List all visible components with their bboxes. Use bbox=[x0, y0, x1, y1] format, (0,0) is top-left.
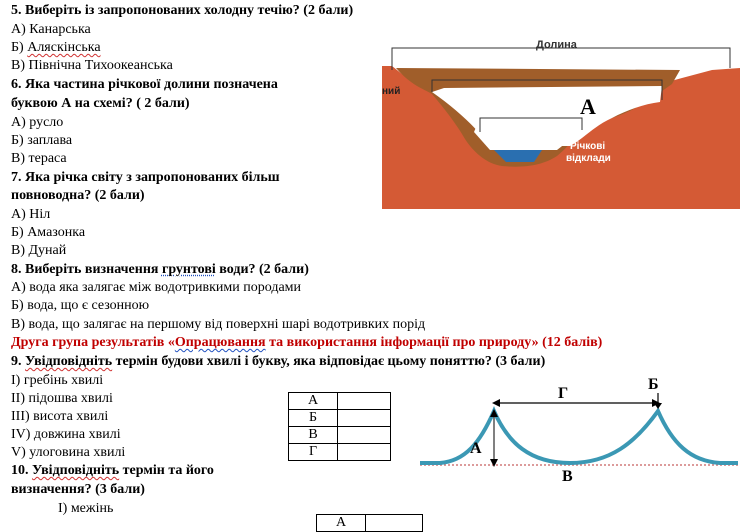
q9-answer-cell[interactable] bbox=[338, 410, 391, 427]
sediment-label-1: Річкові bbox=[570, 141, 606, 152]
section2-prefix: Друга група результатів « bbox=[11, 335, 175, 350]
q10-num: 10. bbox=[11, 463, 32, 478]
wave-letter-a: А bbox=[470, 440, 482, 457]
q5-question: 5. Виберіть із запропонованих холодну течію? (2 бали) bbox=[11, 3, 354, 18]
q9-answer-cell[interactable] bbox=[338, 427, 391, 444]
q10-question-line1 bbox=[11, 462, 214, 479]
q8-question-prefix: 8. Виберіть визначення bbox=[11, 262, 162, 277]
q5-option-b-letter: Б) bbox=[11, 40, 28, 55]
sediment-label-2: відклади bbox=[566, 153, 611, 164]
table-row bbox=[289, 410, 391, 427]
crest-arrow-icon bbox=[654, 403, 662, 409]
q7-option-b: Б) Амазонка bbox=[11, 225, 86, 240]
q9-term-2: II) підошва хвилі bbox=[11, 391, 113, 406]
q5-option-b-text: Аляскінська bbox=[27, 40, 101, 55]
valley-partial-label: ний bbox=[382, 86, 401, 97]
q7-question-line1: 7. Яка річка світу з запропонованих більш bbox=[11, 170, 280, 185]
q7-question-line2: повноводна? (2 бали) bbox=[11, 188, 145, 203]
q10-rest: термін та його bbox=[119, 463, 214, 478]
q5-option-a: А) Канарська bbox=[11, 22, 91, 37]
q10-letter-a: А bbox=[317, 515, 366, 532]
q8-question-suffix: води? (2 бали) bbox=[215, 262, 309, 277]
q9-answer-cell[interactable] bbox=[338, 393, 391, 410]
q9-answer-table bbox=[288, 392, 391, 461]
q9-underlined: Увідповідніть bbox=[25, 354, 113, 369]
valley-label: Долина bbox=[536, 39, 577, 51]
q10-answer-table bbox=[316, 514, 423, 532]
wave-curve bbox=[420, 411, 738, 463]
section2-heading bbox=[11, 334, 602, 351]
q8-option-a: А) вода яка залягає між водотривкими породами bbox=[11, 280, 302, 295]
q7-option-c: В) Дунай bbox=[11, 243, 67, 258]
q6-option-b: Б) заплава bbox=[11, 133, 73, 148]
q10-term-1: I) межінь bbox=[58, 501, 114, 516]
arrow-down-icon bbox=[490, 459, 498, 467]
q8-option-b: Б) вода, що є сезонною bbox=[11, 298, 150, 313]
q5-option-c: В) Північна Тихоокеанська bbox=[11, 58, 173, 73]
q9-rest: термін будови хвилі і букву, яка відповідає цьому поняттю? (3 бали) bbox=[112, 354, 546, 369]
q9-letter-d: Г bbox=[289, 444, 338, 461]
q9-letter-b: Б bbox=[289, 410, 338, 427]
q8-option-c: В) вода, що залягає на першому від поверхні шарі водотривких порід bbox=[11, 317, 426, 332]
wave-letter-v: В bbox=[562, 468, 573, 483]
wave-letter-b: Б bbox=[648, 376, 659, 393]
q6-question-line1: 6. Яка частина річкової долини позначена bbox=[11, 77, 278, 92]
q9-term-4: IV) довжина хвилі bbox=[11, 427, 121, 442]
section2-suffix: та використання інформації про природу» (12 балів) bbox=[265, 335, 603, 350]
q9-question bbox=[11, 353, 545, 370]
wave-letter-g: Г bbox=[558, 385, 569, 402]
river-valley-diagram bbox=[382, 26, 740, 209]
table-row bbox=[317, 515, 423, 532]
arrow-left-icon bbox=[492, 399, 500, 407]
section2-underlined: Опрацювання bbox=[174, 335, 266, 350]
valley-letter-a: А bbox=[580, 94, 596, 119]
q9-letter-c: В bbox=[289, 427, 338, 444]
q10-underlined: Увідповідніть bbox=[32, 463, 120, 478]
table-row bbox=[289, 393, 391, 410]
q5-option-b bbox=[11, 39, 101, 56]
q6-question-line2: буквою А на схемі? ( 2 бали) bbox=[11, 96, 190, 111]
q9-term-5: V) улоговина хвилі bbox=[11, 445, 126, 460]
q9-term-3: III) висота хвилі bbox=[11, 409, 109, 424]
q6-option-a: А) русло bbox=[11, 115, 64, 130]
q10-question-line2: визначення? (3 бали) bbox=[11, 482, 145, 497]
q7-option-a: А) Ніл bbox=[11, 207, 51, 222]
q9-answer-cell[interactable] bbox=[338, 444, 391, 461]
q9-num: 9. bbox=[11, 354, 25, 369]
table-row bbox=[289, 427, 391, 444]
q8-question-underlined: грунтові bbox=[161, 262, 216, 277]
q8-question bbox=[11, 261, 309, 278]
wave-structure-diagram bbox=[420, 373, 738, 483]
q9-term-1: I) гребінь хвилі bbox=[11, 373, 104, 388]
q9-letter-a: А bbox=[289, 393, 338, 410]
q10-answer-cell[interactable] bbox=[366, 515, 423, 532]
table-row bbox=[289, 444, 391, 461]
q6-option-c: В) тераса bbox=[11, 151, 67, 166]
